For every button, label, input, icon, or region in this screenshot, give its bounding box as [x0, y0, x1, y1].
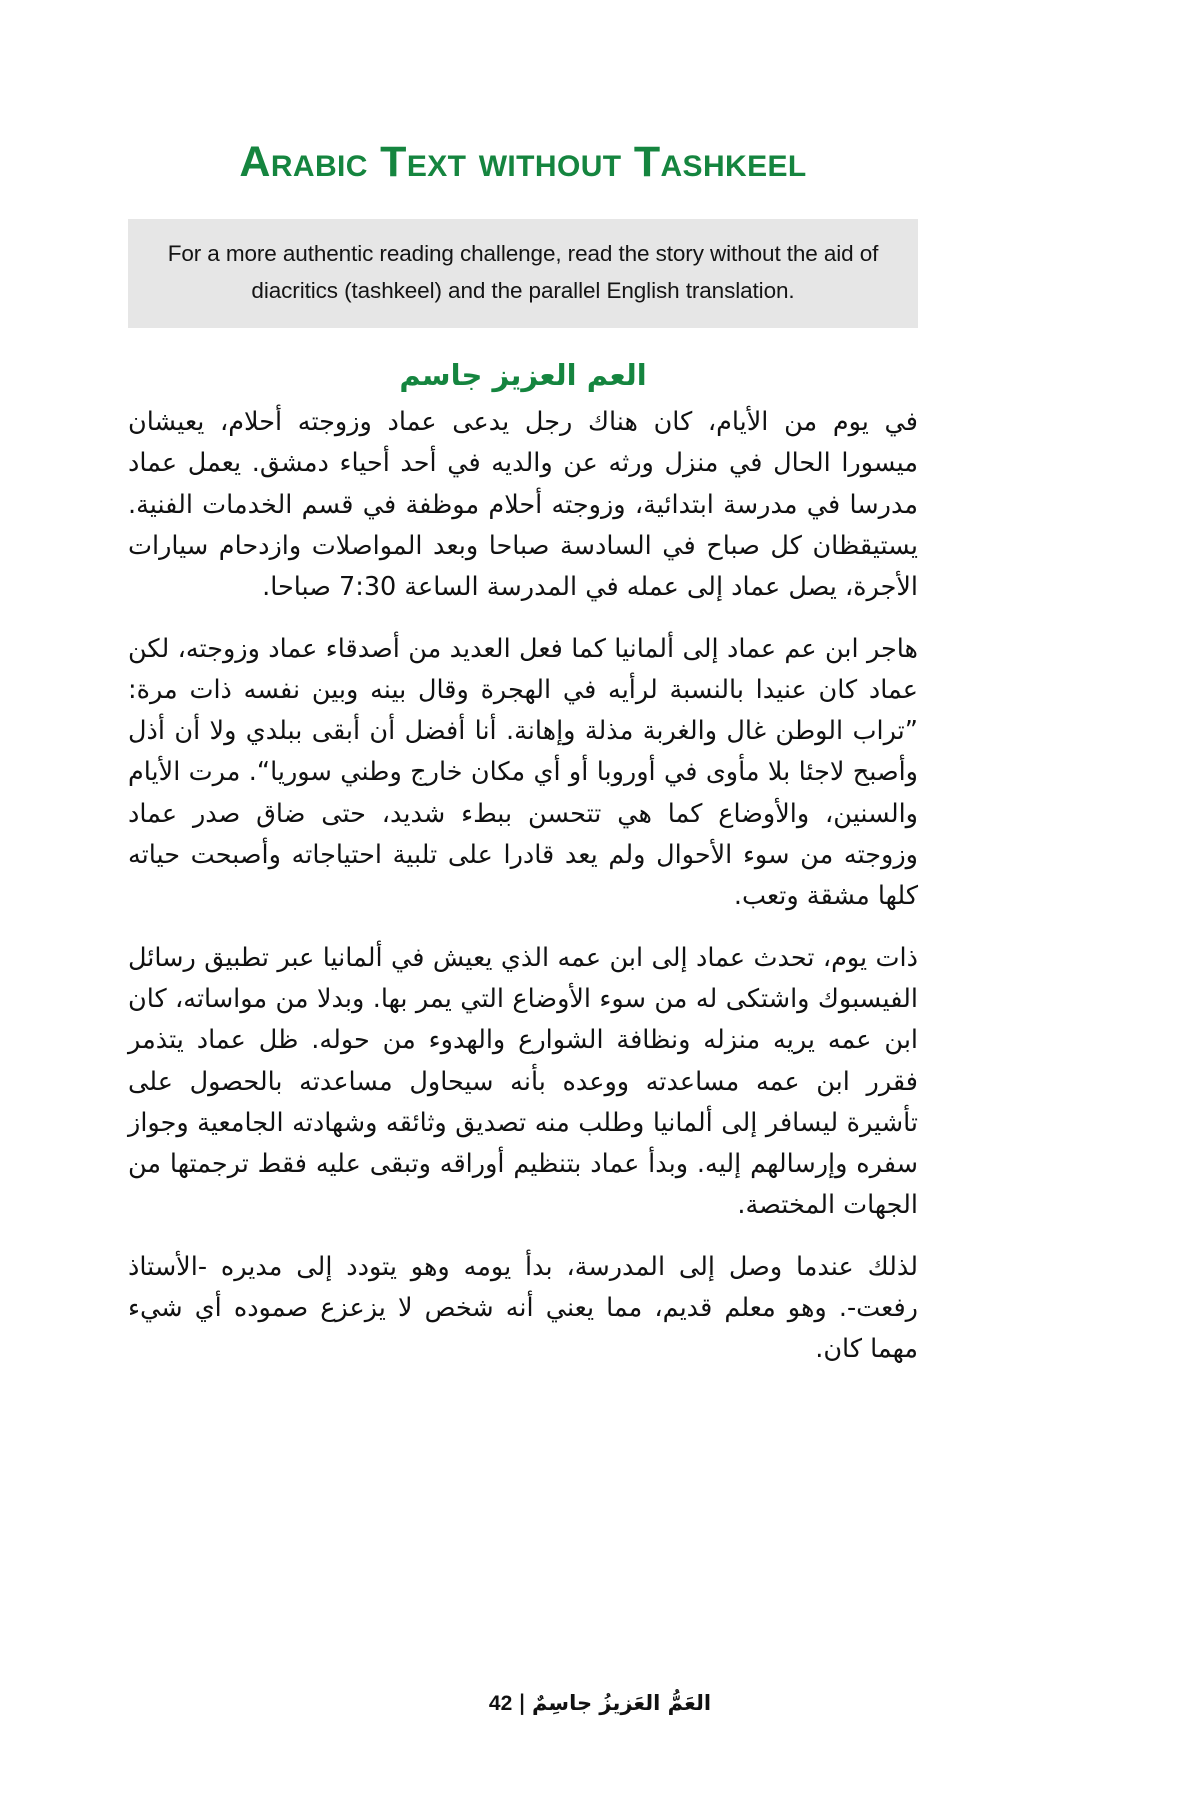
page-content	[128, 0, 918, 1371]
footer-inner	[489, 1690, 711, 1717]
story-paragraph: ذات يوم، تحدث عماد إلى ابن عمه الذي يعيش في ألمانيا عبر تطبيق رسائل الفيسبوك واشتكى له من سوء الأوضاع التي يمر بها. وبدلا من مواساته، كان ابن عمه يريه منزله ونظافة الشوارع والهدوء من حوله. ظل عماد يتذمر فقرر ابن عمه مساعدته ووعده بأنه سيحاول مساعدته بالحصول على تأشيرة ليسافر إلى ألمانيا وطلب منه تصديق وثائقه وشهادته الجامعية وجواز سفره وإرسالهم إليه. وبدأ عماد بتنظيم أوراقه وتبقى عليه فقط ترجمتها من الجهات المختصة.	[128, 942, 918, 1221]
page-footer	[0, 1690, 1200, 1717]
footer-story-title: العَمُّ العَزيزُ جاسِمٌ	[531, 1691, 712, 1715]
page-title: Arabic Text without Tashkeel	[239, 138, 807, 186]
footer-separator: |	[518, 1691, 526, 1715]
story-paragraph: هاجر ابن عم عماد إلى ألمانيا كما فعل العديد من أصدقاء عماد وزوجته، لكن عماد كان عنيدا بالنسبة لرأيه في الهجرة وقال بينه وبين نفسه ذات مرة: ”تراب الوطن غال والغربة مذلة وإهانة. أنا أفضل أن أبقى ببلدي ولا أن أذل وأصبح لاجئا بلا مأوى في أوروبا أو أي مكان خارج وطني سوريا“. مرت الأيام والسنين، والأوضاع كما هي تتحسن ببطء شديد، حتى ضاق صدر عماد وزوجته من سوء الأحوال ولم يعد قادرا على تلبية احتياجاته وأصبحت حياته كلها مشقة وتعب.	[128, 633, 918, 912]
intro-callout-box	[128, 219, 918, 328]
story-paragraph: لذلك عندما وصل إلى المدرسة، بدأ يومه وهو يتودد إلى مديره -الأستاذ رفعت-. وهو معلم قديم، مما يعني أنه شخص لا يزعزع صموده أي شيء مهما كان.	[128, 1251, 918, 1365]
footer-page-number: 42	[488, 1692, 513, 1715]
story-heading: العم العزيز جاسم	[399, 358, 647, 393]
intro-text: For a more authentic reading challenge, read the story without the aid of diacritics (tashkeel) and the parallel English translation.	[167, 241, 879, 303]
story-paragraph: في يوم من الأيام، كان هناك رجل يدعى عماد وزوجته أحلام، يعيشان ميسورا الحال في منزل ورثه عن والديه في أحد أحياء دمشق. يعمل عماد مدرسا في مدرسة ابتدائية، وزوجته أحلام موظفة في قسم الخدمات الفنية. يستيقظان كل صباح في السادسة صباحا وبعد المواصلات وازدحام سيارات الأجرة، يصل عماد إلى عمله في المدرسة الساعة 7:30 صباحا.	[128, 407, 918, 603]
story-body	[128, 402, 918, 1371]
